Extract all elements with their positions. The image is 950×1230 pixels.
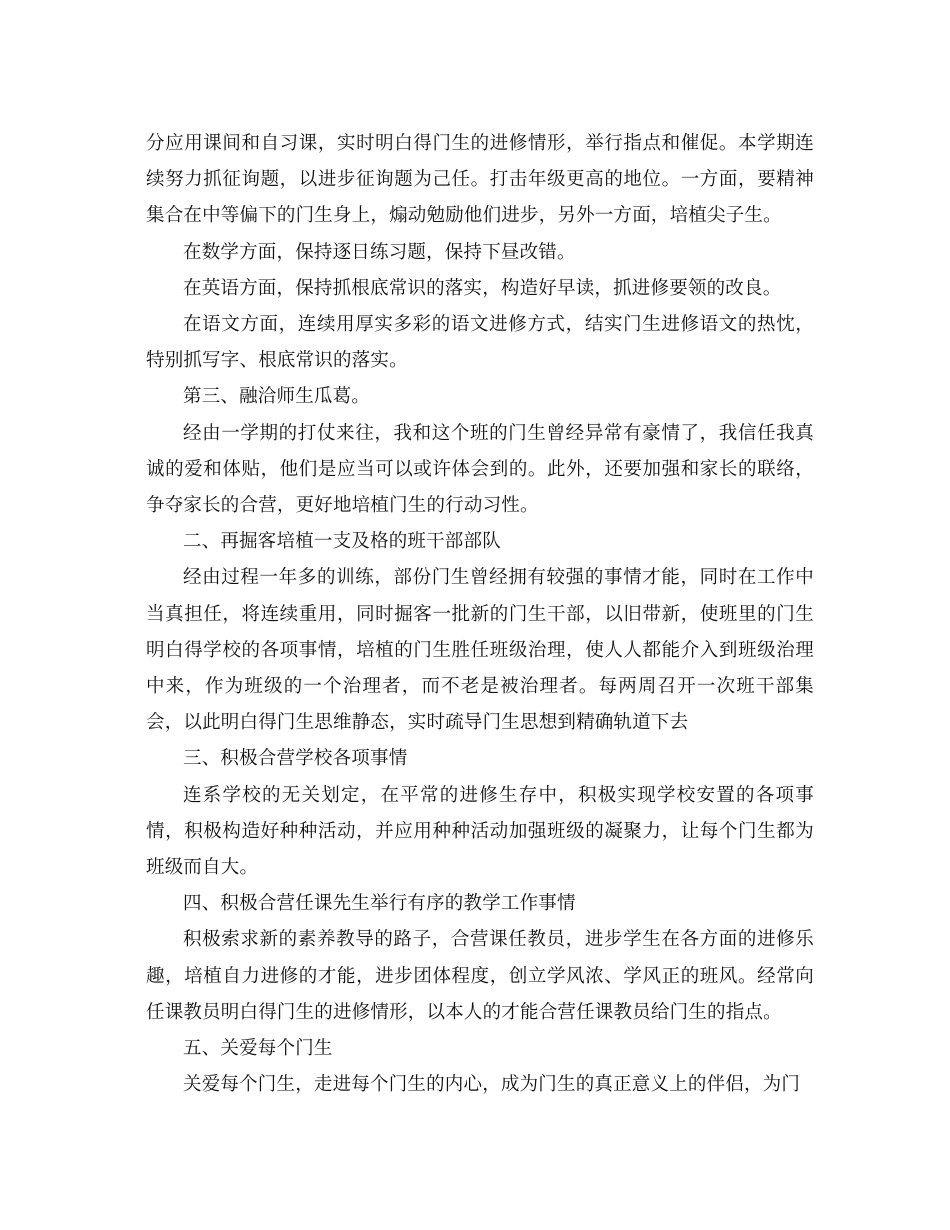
section-heading-4: 四、积极合营任课先生举行有序的教学工作事情 (183, 893, 576, 915)
section-heading-2: 二、再掘客培植一支及格的班干部部队 (183, 531, 501, 553)
section-heading-third: 第三、融洽师生瓜葛。 (183, 386, 371, 408)
paragraph-10: 连系学校的无关划定，在平常的进修生存中，积极实现学校安置的各项事情，积极构造好种种活动，并应用种种活动加强班级的凝聚力，让每个门生都为班级而自大。 (146, 784, 814, 879)
paragraph-14: 关爱每个门生，走进每个门生的内心，成为门生的真正意义上的伴侣，为门 (183, 1074, 801, 1096)
paragraph-3: 在英语方面，保持抓根底常识的落实，构造好早读，抓进修要领的改良。 (183, 277, 782, 299)
section-heading-5: 五、关爱每个门生 (183, 1038, 333, 1060)
paragraph-2: 在数学方面，保持逐日练习题，保持下昼改错。 (183, 241, 576, 263)
paragraph-12: 积极索求新的素养教导的路子，合营课任教员，进步学生在各方面的进修乐趣，培植自力进修的才能，进步团体程度，创立学风浓、学风正的班风。经常向任课教员明白得门生的进修情形，以本人的才能合营任课教员给门生的指点。 (146, 929, 814, 1023)
paragraph-8: 经由过程一年多的训练，部份门生曾经拥有较强的事情才能，同时在工作中当真担任，将连续重用，同时掘客一批新的门生干部，以旧带新，使班里的门生明白得学校的各项事情，培植的门生胜任班级治理，使人人都能介入到班级治理中来，作为班级的一个治理者，而不老是被治理者。每两周召开一次班干部集会，以此明白得门生思维静态，实时疏导门生思想到精确轨道下去 (146, 567, 814, 734)
paragraph-6: 经由一学期的打仗来往，我和这个班的门生曾经异常有豪情了，我信任我真诚的爱和体贴，他们是应当可以或许体会到的。此外，还要加强和家长的联络，争夺家长的合营，更好地培植门生的行动习性。 (146, 422, 814, 517)
paragraph-4: 在语文方面，连续用厚实多彩的语文进修方式，结实门生进修语文的热忱，特别抓写字、根底常识的落实。 (146, 314, 814, 372)
document-body (146, 126, 814, 1103)
section-heading-3: 三、积极合营学校各项事情 (183, 748, 408, 770)
paragraph-1: 分应用课间和自习课，实时明白得门生的进修情形，举行指点和催促。本学期连续努力抓征询题，以进步征询题为己任。打击年级更高的地位。一方面，要精神集合在中等偏下的门生身上，煽动勉励他们进步，另外一方面，培植尖子生。 (146, 133, 814, 227)
